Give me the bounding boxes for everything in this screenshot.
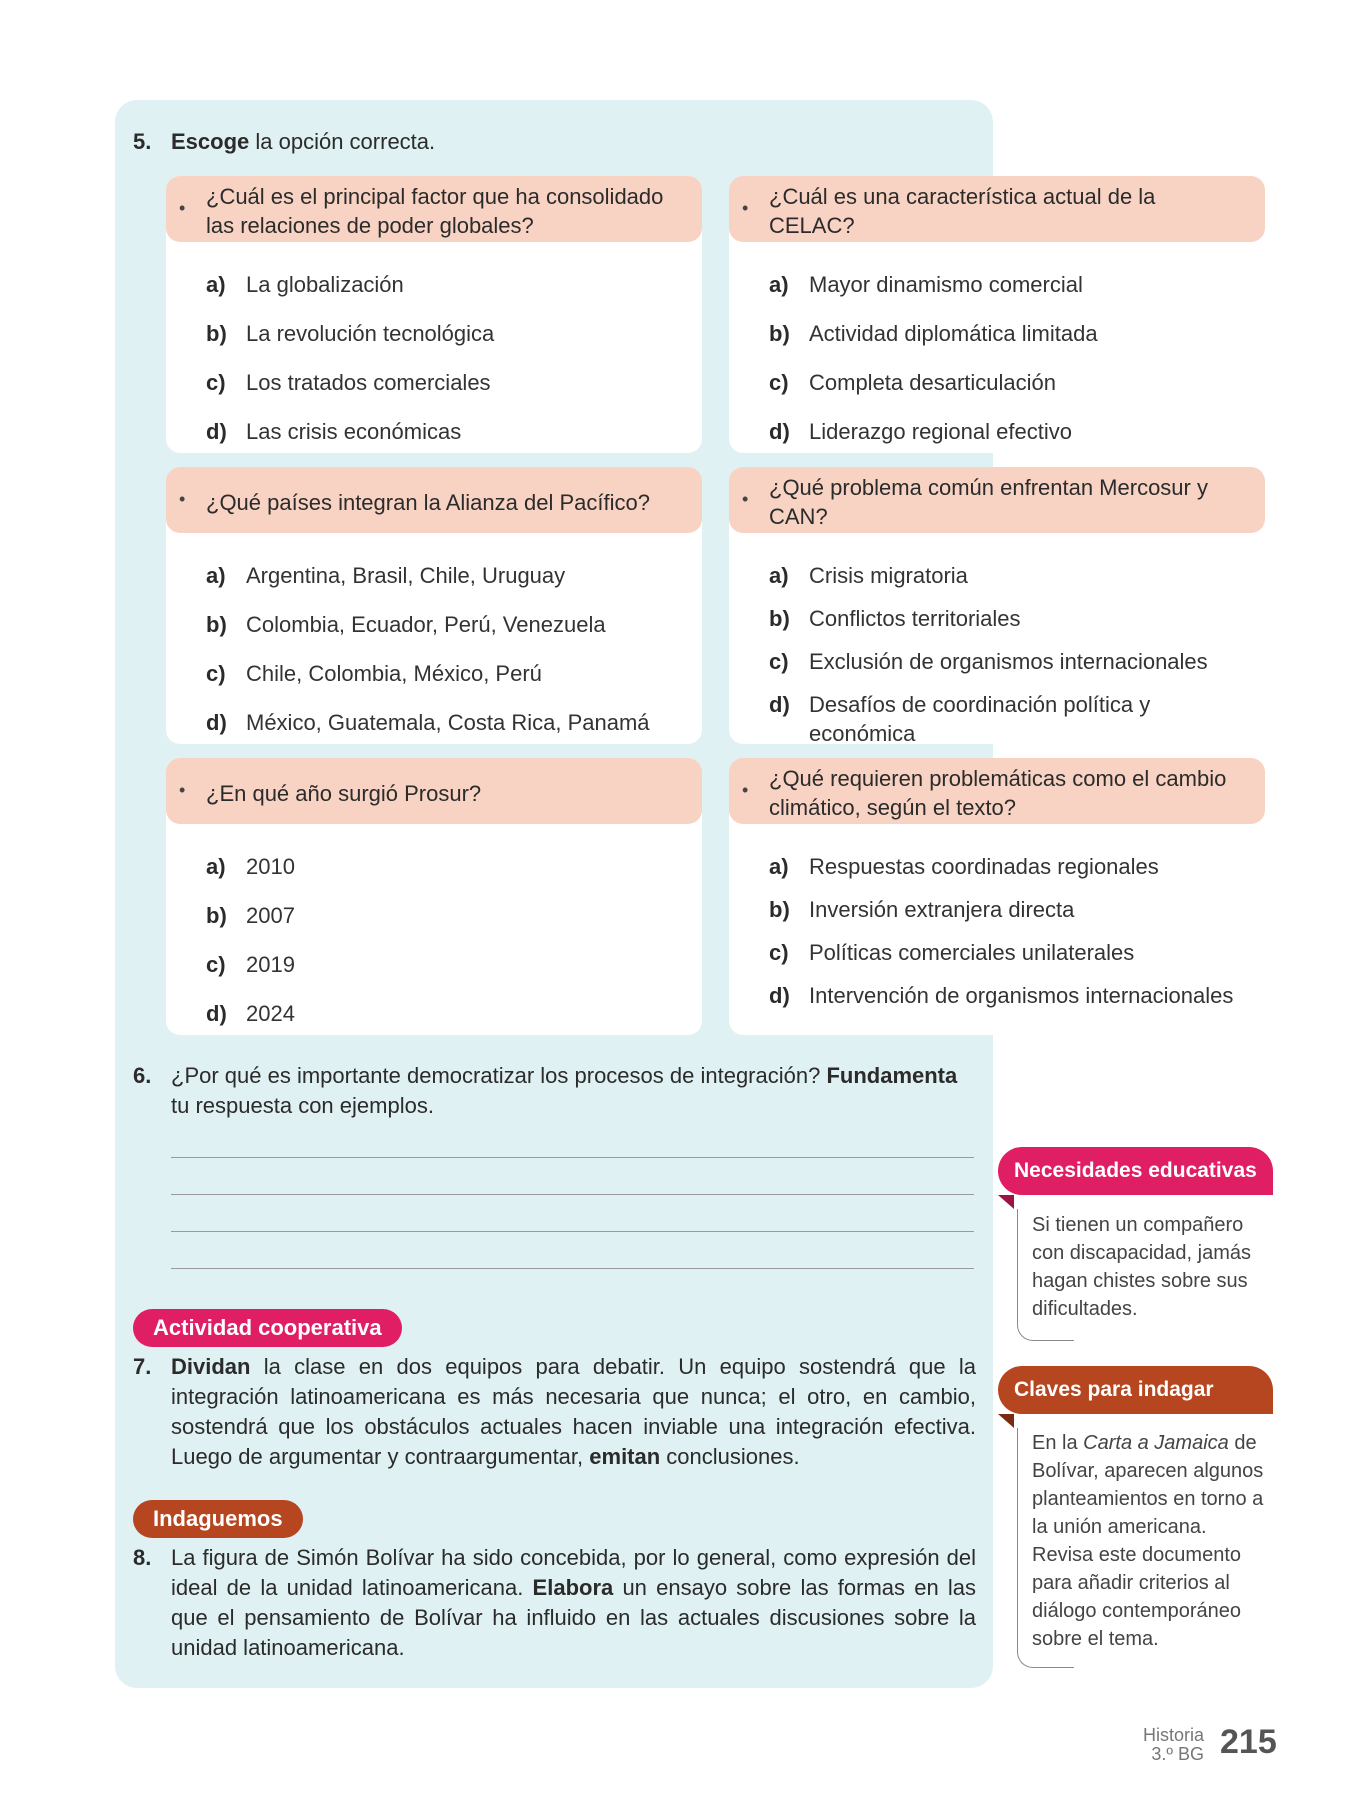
option-letter: d) (769, 692, 790, 717)
page-number: 215 (1220, 1723, 1277, 1761)
bullet-icon: • (179, 780, 186, 800)
option-letter: c) (206, 661, 226, 686)
question-8-text: La figura de Simón Bolívar ha sido concebida, por lo general, como expresión del ideal de la unidad latinoamericana. (171, 1545, 976, 1600)
question-card-header (729, 176, 1265, 242)
answer-option[interactable] (206, 319, 686, 348)
question-number: 7. (133, 1354, 152, 1379)
answer-option[interactable] (206, 852, 686, 881)
question-card-header (166, 176, 702, 242)
bullet-icon: • (179, 489, 186, 509)
option-text: Políticas comerciales unilaterales (809, 940, 1135, 965)
question-text: ¿Cuál es el principal factor que ha consolidado las relaciones de poder globales? (206, 184, 664, 238)
option-text: La globalización (246, 272, 404, 297)
question-card-header (166, 758, 702, 824)
question-6-text-end: tu respuesta con ejemplos. (171, 1093, 434, 1118)
instruction-verb: Fundamenta (826, 1063, 958, 1088)
option-text: México, Guatemala, Costa Rica, Panamá (246, 710, 650, 735)
answer-option[interactable] (769, 690, 1249, 748)
option-letter: b) (206, 903, 227, 928)
option-letter: a) (769, 854, 789, 879)
option-letter: c) (769, 370, 789, 395)
option-letter: a) (769, 563, 789, 588)
question-7 (133, 1352, 976, 1472)
answer-option[interactable] (206, 999, 686, 1028)
instruction-verb: Elabora (532, 1575, 614, 1600)
instruction-verb-2: emitan (589, 1444, 661, 1469)
option-letter: a) (206, 272, 226, 297)
answer-line[interactable] (171, 1157, 974, 1158)
option-letter: c) (206, 370, 226, 395)
answer-line[interactable] (171, 1268, 974, 1269)
answer-option[interactable] (769, 647, 1249, 676)
answer-option[interactable] (769, 368, 1249, 397)
option-text: Desafíos de coordinación política y económica (809, 692, 1151, 746)
question-number: 6. (133, 1063, 152, 1088)
option-text: Colombia, Ecuador, Perú, Venezuela (246, 612, 606, 637)
option-text: Argentina, Brasil, Chile, Uruguay (246, 563, 566, 588)
question-text: ¿Qué países integran la Alianza del Pacífico? (206, 489, 650, 515)
question-card-header (729, 758, 1265, 824)
answer-option[interactable] (769, 604, 1249, 633)
option-text: Inversión extranjera directa (809, 897, 1075, 922)
special-needs-text: Si tienen un compañero con discapacidad, jamás hagan chistes sobre sus dificultades. (1032, 1214, 1252, 1320)
option-text: Conflictos territoriales (809, 606, 1021, 631)
option-text: Completa desarticulación (809, 370, 1057, 395)
question-card (166, 467, 702, 744)
instruction-verb: Dividan (171, 1354, 251, 1379)
option-letter: b) (769, 321, 790, 346)
option-letter: b) (769, 606, 790, 631)
answer-option[interactable] (206, 708, 686, 737)
cooperative-activity-label: Actividad cooperativa (133, 1309, 402, 1347)
answer-option[interactable] (206, 610, 686, 639)
option-text: Chile, Colombia, México, Perú (246, 661, 542, 686)
option-text: Intervención de organismos internacionales (809, 983, 1234, 1008)
answer-option[interactable] (769, 561, 1249, 590)
heading-corner (998, 1414, 1014, 1428)
question-card-header (166, 467, 702, 533)
option-text: Actividad diplomática limitada (809, 321, 1098, 346)
option-letter: b) (769, 897, 790, 922)
option-letter: b) (206, 321, 227, 346)
option-text: La revolución tecnológica (246, 321, 495, 346)
bullet-icon: • (742, 198, 749, 218)
option-text: Liderazgo regional efectivo (809, 419, 1072, 444)
answer-option[interactable] (206, 950, 686, 979)
option-letter: a) (206, 563, 226, 588)
answer-option[interactable] (769, 895, 1249, 924)
question-number: 5. (133, 129, 152, 154)
document-title: Carta a Jamaica (1083, 1432, 1229, 1454)
answer-option[interactable] (206, 417, 686, 446)
grade-level: 3.º BG (1151, 1744, 1204, 1764)
answer-line[interactable] (171, 1231, 974, 1232)
bullet-icon: • (179, 198, 186, 218)
question-card (729, 176, 1265, 453)
answer-option[interactable] (206, 368, 686, 397)
research-keys-heading: Claves para indagar (998, 1366, 1273, 1414)
subject-name: Historia (1142, 1725, 1204, 1745)
option-letter: a) (769, 272, 789, 297)
special-needs-heading: Necesidades educativas (998, 1147, 1273, 1195)
question-text: ¿Qué requieren problemáticas como el cambio climático, según el texto? (769, 766, 1227, 820)
bullet-icon: • (742, 489, 749, 509)
option-letter: d) (769, 983, 790, 1008)
option-letter: c) (769, 649, 789, 674)
question-number: 8. (133, 1545, 152, 1570)
option-letter: d) (769, 419, 790, 444)
answer-option[interactable] (769, 852, 1249, 881)
question-text: ¿Cuál es una característica actual de la CELAC? (769, 184, 1156, 238)
answer-option[interactable] (206, 901, 686, 930)
option-text: 2007 (246, 903, 295, 928)
answer-option[interactable] (206, 561, 686, 590)
heading-corner (998, 1195, 1014, 1209)
question-7-text: la clase en dos equipos para debatir. Un equipo sostendrá que la integración latinoamericana es más necesaria que nunca; el otro, en cambio, sostendrá que los obstáculos actuales hacen inviable una integración efectiva. Luego de argumentar y contraargumentar, (171, 1354, 976, 1469)
question-8-text-end: un ensayo sobre las formas en las que el pensamiento de Bolívar ha influido en las actuales discusiones sobre la unidad latinoamericana. (171, 1575, 977, 1660)
option-text: Crisis migratoria (809, 563, 968, 588)
option-text: 2019 (246, 952, 295, 977)
instruction-text: la opción correcta. (249, 129, 436, 154)
answer-option[interactable] (206, 270, 686, 299)
instruction-verb: Escoge (171, 129, 250, 154)
question-8 (133, 1543, 976, 1663)
indaguemos-label: Indaguemos (133, 1500, 303, 1538)
option-letter: d) (206, 1001, 227, 1026)
question-card (729, 467, 1265, 744)
question-6-text: ¿Por qué es importante democratizar los procesos de integración? (171, 1063, 827, 1088)
option-letter: b) (206, 612, 227, 637)
answer-option[interactable] (769, 981, 1249, 1010)
answer-option[interactable] (769, 270, 1249, 299)
option-text: Las crisis económicas (246, 419, 462, 444)
option-text: 2024 (246, 1001, 295, 1026)
question-card-header (729, 467, 1265, 533)
footer-label (1143, 1726, 1204, 1764)
question-text: ¿En qué año surgió Prosur? (206, 780, 482, 806)
option-text: Respuestas coordinadas regionales (809, 854, 1159, 879)
answer-option[interactable] (769, 938, 1249, 967)
research-keys-text-end: de Bolívar, aparecen algunos planteamientos en torno a la unión americana. Revisa este documento para añadir criterios al diálogo contemporáneo sobre el tema. (1032, 1432, 1264, 1650)
question-7-text-end: conclusiones. (660, 1444, 800, 1469)
option-text: Exclusión de organismos internacionales (809, 649, 1208, 674)
option-letter: a) (206, 854, 226, 879)
option-text: Los tratados comerciales (246, 370, 491, 395)
bullet-icon: • (742, 780, 749, 800)
answer-option[interactable] (206, 659, 686, 688)
research-keys-text-start: En la (1032, 1432, 1084, 1454)
question-text: ¿Qué problema común enfrentan Mercosur y CAN? (769, 475, 1208, 529)
research-keys-text (1032, 1429, 1272, 1653)
option-letter: c) (769, 940, 789, 965)
option-letter: d) (206, 419, 227, 444)
option-letter: d) (206, 710, 227, 735)
option-text: Mayor dinamismo comercial (809, 272, 1083, 297)
question-card (166, 176, 702, 453)
answer-option[interactable] (769, 417, 1249, 446)
option-text: 2010 (246, 854, 295, 879)
question-card (729, 758, 1265, 1035)
question-5-heading (133, 127, 435, 157)
option-letter: c) (206, 952, 226, 977)
answer-line[interactable] (171, 1194, 974, 1195)
question-6 (133, 1061, 976, 1121)
question-card (166, 758, 702, 1035)
answer-option[interactable] (769, 319, 1249, 348)
